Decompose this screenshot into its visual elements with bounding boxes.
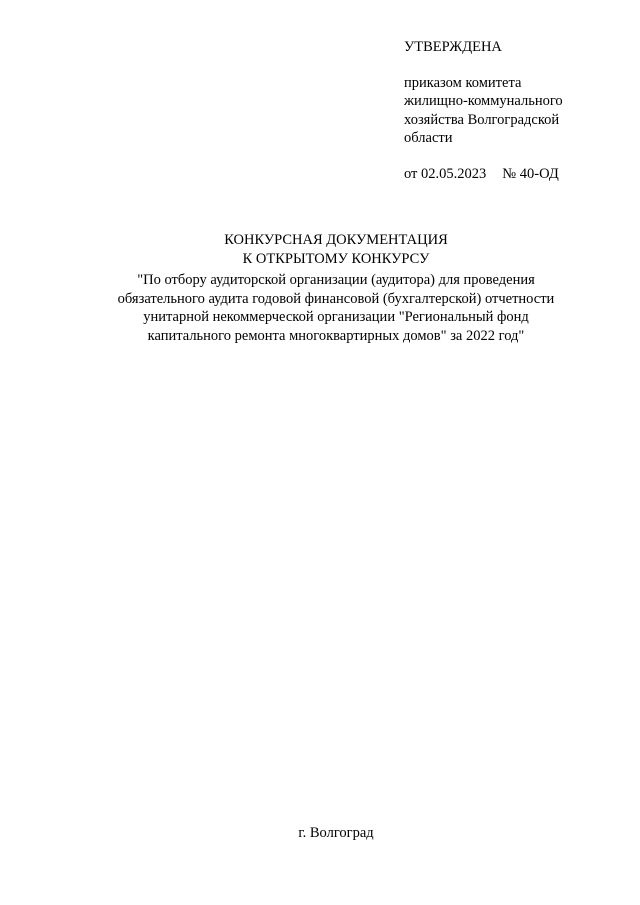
document-title [0, 231, 640, 268]
approval-stamp-block [404, 38, 614, 183]
approval-order-line: области [404, 130, 453, 146]
document-subject-line: капитального ремонта многоквартирных домов" за 2022 год" [147, 327, 525, 344]
approval-order-line: жилищно-коммунального [404, 93, 563, 109]
approval-order-line: приказом комитета [404, 74, 522, 91]
document-subject-line: "По отбору аудиторской организации (аудитора) для проведения [137, 272, 535, 288]
approval-order-number: № 40-ОД [502, 165, 559, 182]
document-subject [0, 271, 640, 345]
approval-order-line: хозяйства Волгоградской [404, 111, 560, 128]
document-title-line: КОНКУРСНАЯ ДОКУМЕНТАЦИЯ [224, 232, 448, 248]
approved-heading: УТВЕРЖДЕНА [404, 39, 502, 55]
approval-date-row [404, 165, 614, 184]
approval-date: от 02.05.2023 [404, 165, 487, 182]
document-subject-line: унитарной некоммерческой организации "Региональный фонд [143, 309, 529, 325]
city-footer: г. Волгоград [298, 825, 374, 841]
document-subject-line: обязательного аудита годовой финансовой (бухгалтерской) отчетности [117, 290, 555, 307]
document-title-line: К ОТКРЫТОМУ КОНКУРСУ [242, 250, 430, 267]
